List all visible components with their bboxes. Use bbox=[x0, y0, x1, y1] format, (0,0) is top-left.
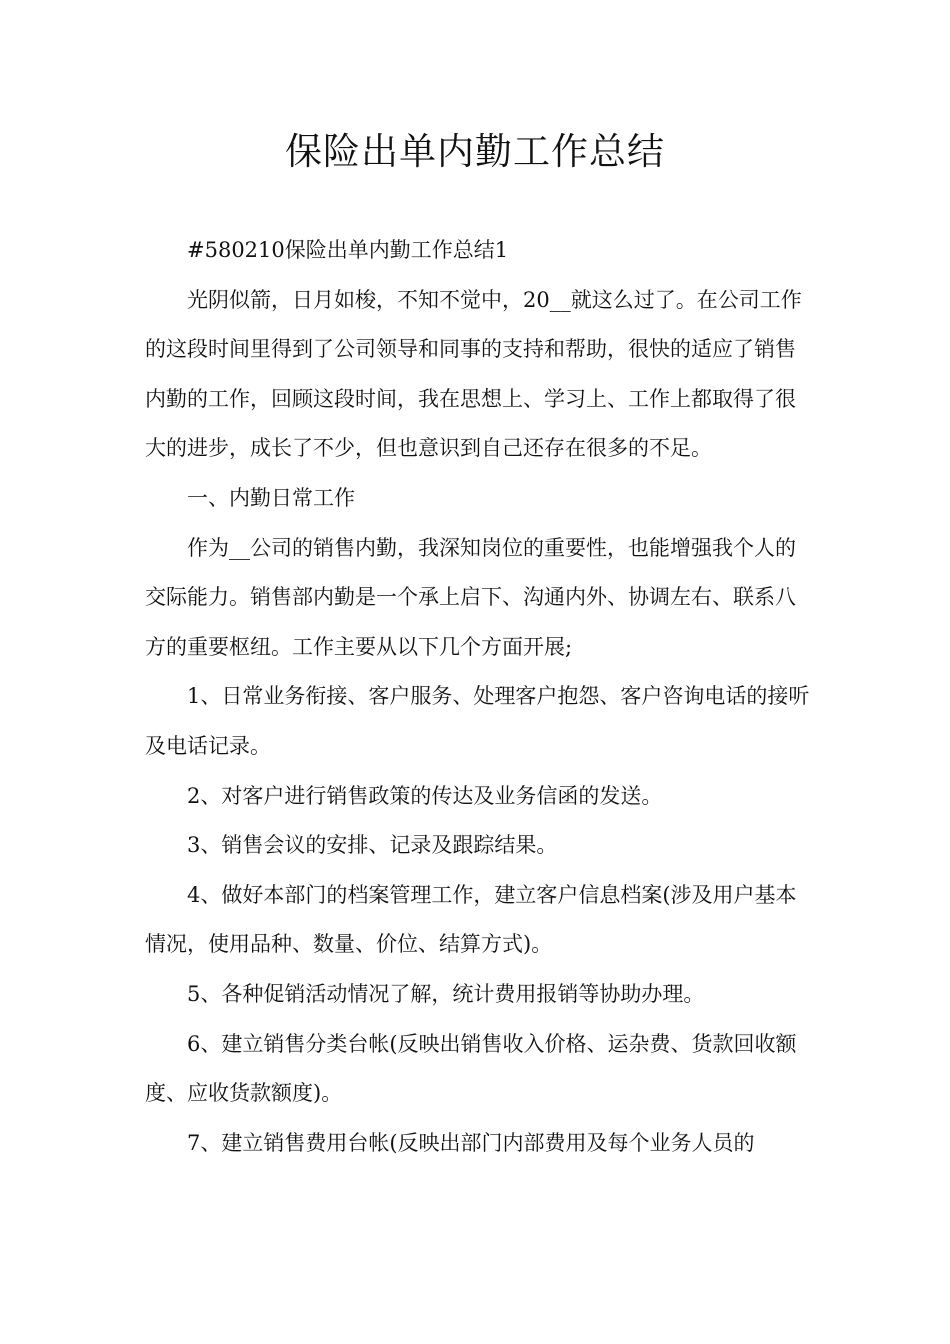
list-item-4: 4、做好本部门的档案管理工作，建立客户信息档案(涉及用户基本情况，使用品种、数量、价位、结算方式)。 bbox=[145, 882, 797, 957]
document-body bbox=[145, 226, 815, 1168]
list-item-1: 1、日常业务衔接、客户服务、处理客户抱怨、客户咨询电话的接听及电话记录。 bbox=[145, 684, 810, 758]
paragraph-intro: 光阴似箭，日月如梭，不知不觉中，20__就这么过了。在公司工作的这段时间里得到了公司领导和同事的支持和帮助，很快的适应了销售内勤的工作，回顾这段时间，我在思想上、学习上、工作上都取得了很大的进步，成长了不少，但也意识到自己还存在很多的不足。 bbox=[145, 287, 802, 461]
list-item-6: 6、建立销售分类台帐(反映出销售收入价格、运杂费、货款回收额度、应收货款额度)。 bbox=[145, 1031, 797, 1106]
list-item-7: 7、建立销售费用台帐(反映出部门内部费用及每个业务人员的 bbox=[187, 1130, 755, 1155]
document-title: 保险出单内勤工作总结 bbox=[285, 130, 665, 173]
paragraph-role: 作为__公司的销售内勤，我深知岗位的重要性，也能增强我个人的交际能力。销售部内勤是一个承上启下、沟通内外、协调左右、联系八方的重要枢纽。工作主要从以下几个方面开展; bbox=[145, 535, 796, 659]
list-item-3: 3、销售会议的安排、记录及跟踪结果。 bbox=[187, 833, 558, 858]
list-item-5: 5、各种促销活动情况了解，统计费用报销等协助办理。 bbox=[187, 981, 705, 1006]
paragraph-heading-1: #580210保险出单内勤工作总结1 bbox=[187, 238, 509, 262]
section-heading-daily-work: 一、内勤日常工作 bbox=[187, 485, 355, 510]
list-item-2: 2、对客户进行销售政策的传达及业务信函的发送。 bbox=[187, 783, 663, 808]
